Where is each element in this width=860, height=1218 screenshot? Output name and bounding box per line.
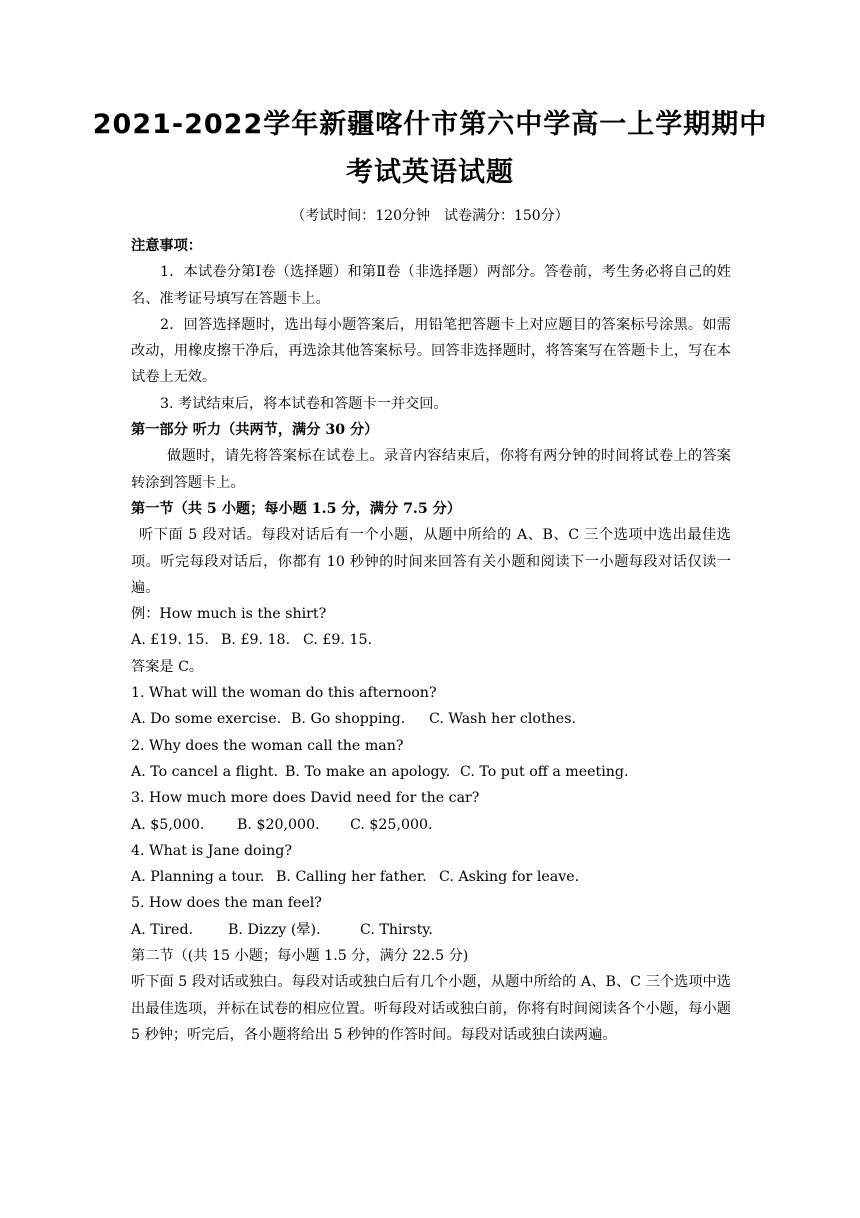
note-item-2: 2．回答选择题时，选出每小题答案后，用铅笔把答题卡上对应题目的答案标号涂黑。如需改动，用橡皮擦干净后，再选涂其他答案标号。回答非选择题时，将答案写在答题卡上，写在本试卷上无效。	[131, 316, 731, 386]
question-3-option-c: C. $25,000.	[350, 816, 433, 833]
exam-title-line1: 2021-2022学年新疆喀什市第六中学高一上学期期中	[92, 109, 768, 140]
section2-instruction: 听下面 5 段对话或独白。每段对话或独白后有几个小题，从题中所给的 A、B、C 三个选项中选出最佳选项，并标在试卷的相应位置。听每段对话或独白前，你将有时间阅读各个小题，每小题 5 秒钟；听完后，各小题将给出 5 秒钟的作答时间。每段对话或独白读两遍。	[131, 974, 731, 1043]
example-option-a: A. £19. 15.	[131, 632, 209, 649]
question-4-option-c: C. Asking for leave.	[439, 869, 580, 886]
note-item-3: 3. 考试结束后，将本试卷和答题卡一并交回。	[160, 395, 448, 412]
exam-title-line2: 考试英语试题	[346, 157, 514, 188]
question-1-options	[131, 706, 731, 732]
example-answer: 答案是 C。	[131, 658, 204, 675]
note-item-1: 1．本试卷分第Ⅰ卷（选择题）和第Ⅱ卷（非选择题）两部分。答卷前，考生务必将自己的姓名、准考证号填写在答题卡上。	[131, 264, 731, 307]
section1-instruction: 听下面 5 段对话。每段对话后有一个小题，从题中所给的 A、B、C 三个选项中选出最佳选项。听完每段对话后，你都有 10 秒钟的时间来回答有关小题和阅读下一小题每段对话仅读一遍。	[131, 527, 731, 596]
question-4-option-b: B. Calling her father.	[276, 869, 427, 886]
question-2: 2. Why does the woman call the man?	[131, 737, 404, 754]
exam-subtitle: （考试时间：120分钟 试卷满分：150分）	[291, 208, 569, 224]
question-3-option-b: B. $20,000.	[237, 816, 320, 833]
example-option-b: B. £9. 18.	[221, 632, 291, 649]
exam-body	[131, 233, 731, 1048]
notes-heading: 注意事项：	[131, 238, 202, 254]
example-question: 例：How much is the shirt?	[131, 606, 327, 623]
part1-instruction: 做题时，请先将答案标在试卷上。录音内容结束后，你将有两分钟的时间将试卷上的答案转涂到答题卡上。	[131, 448, 731, 491]
part1-heading: 第一部分 听力（共两节，满分 30 分）	[131, 422, 379, 439]
question-5-options	[131, 917, 731, 943]
section1-heading: 第一节（共 5 小题；每小题 1.5 分，满分 7.5 分）	[131, 500, 462, 517]
question-1-option-b: B. Go shopping.	[291, 711, 406, 728]
question-2-option-a: A. To cancel a flight.	[131, 763, 279, 780]
question-4: 4. What is Jane doing?	[131, 842, 292, 859]
section2-heading: 第二节（(共 15 小题；每小题 1.5 分，满分 22.5 分)	[131, 948, 469, 965]
question-3-options	[131, 812, 731, 838]
question-5-option-c: C. Thirsty.	[360, 921, 433, 938]
question-5-option-b: B. Dizzy (晕).	[228, 921, 321, 938]
question-5-option-a: A. Tired.	[131, 921, 194, 938]
question-4-option-a: A. Planning a tour.	[131, 869, 265, 886]
question-2-options	[131, 759, 731, 785]
question-3: 3. How much more does David need for the car?	[131, 790, 480, 807]
question-2-option-b: B. To make an apology.	[285, 763, 451, 780]
question-3-option-a: A. $5,000.	[131, 816, 205, 833]
example-options	[131, 627, 731, 653]
question-1: 1. What will the woman do this afternoon?	[131, 685, 437, 702]
example-option-c: C. £9. 15.	[303, 632, 373, 649]
question-2-option-c: C. To put off a meeting.	[460, 763, 629, 780]
question-4-options	[131, 864, 731, 890]
question-1-option-a: A. Do some exercise.	[131, 711, 282, 728]
question-5: 5. How does the man feel?	[131, 895, 322, 912]
question-1-option-c: C. Wash her clothes.	[429, 711, 576, 728]
